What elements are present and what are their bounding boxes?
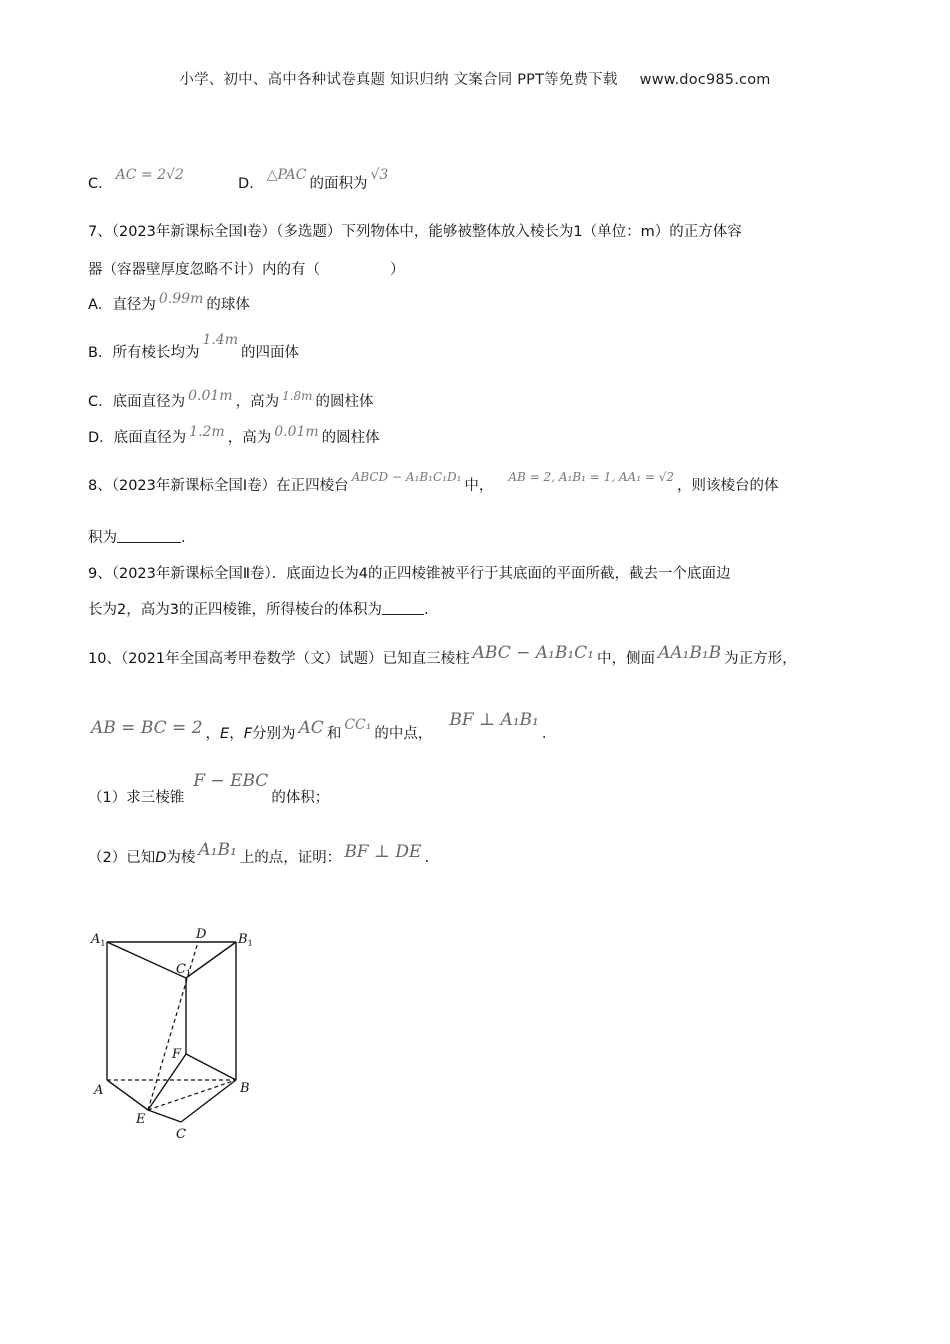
- q10-l2-text2: ，: [229, 726, 244, 742]
- prism-hidden-edges: [107, 942, 236, 1110]
- q7-line2-end: ）: [390, 262, 405, 278]
- q6-d-math2: √3: [370, 167, 389, 183]
- q9-answer-blank: [382, 600, 424, 615]
- header-text: 小学、初中、高中各种试卷真题 知识归纳 文案合同 PPT等免费下载: [179, 72, 618, 88]
- label-d: D: [196, 927, 207, 942]
- q7-c-text2: 的圆柱体: [315, 394, 374, 410]
- q6-d-math: △PAC: [266, 167, 307, 183]
- q10-p2-d: D: [155, 850, 167, 866]
- q8-math1: ABCD − A₁B₁C₁D₁: [351, 470, 462, 484]
- q10-l2-text5: 的中点，: [374, 726, 433, 742]
- q7-option-d: [88, 426, 380, 447]
- label-b: B: [240, 1081, 250, 1096]
- q10-p2-prefix: （2）已知: [88, 850, 156, 866]
- label-a1: $A_1$: [91, 932, 106, 948]
- prism-figure: [88, 926, 268, 1146]
- q7-option-b: [88, 332, 299, 362]
- q10-line2: [88, 710, 547, 743]
- q7-d-text1: ，高为: [227, 430, 272, 446]
- page-header: [0, 68, 950, 89]
- q10-suffix: 为正方形，: [724, 651, 797, 667]
- q7-c-math2: 1.8m: [282, 389, 313, 403]
- q10-l2-f: F: [243, 726, 253, 742]
- q7-option-a: [88, 293, 250, 314]
- q7-d-text2: 的圆柱体: [321, 430, 380, 446]
- q7-d-math1: 1.2m: [189, 424, 225, 440]
- q7-line2: [88, 258, 405, 279]
- q6-c-label: C．: [88, 176, 113, 192]
- q9-line2-suffix: .: [423, 602, 429, 618]
- q6-options: [88, 167, 391, 193]
- q6-c-math: AC = 2√2: [115, 167, 184, 183]
- q7-line1: 7、（2023年新课标全国Ⅰ卷）（多选题）下列物体中，能够被整体放入棱长为1（单位：m）的正方体容: [88, 224, 742, 240]
- q6-d-text: 的面积为: [309, 176, 368, 192]
- q10-l2-math3: CC₁: [344, 717, 372, 733]
- q7-b-math: 1.4m: [202, 332, 238, 348]
- q7-a-label: A．直径为: [88, 297, 156, 313]
- q10-p1-prefix: （1）求三棱锥: [88, 790, 185, 806]
- q10-p2-end: .: [424, 850, 430, 866]
- q7-a-math: 0.99m: [158, 291, 204, 307]
- q7-d-label: D．底面直径为: [88, 430, 187, 446]
- q10-l2-text4: 和: [326, 726, 342, 742]
- q8-line2: [88, 526, 186, 547]
- q10-mid: 中，侧面: [596, 651, 655, 667]
- q10-p2-math: A₁B₁: [198, 840, 237, 860]
- q8-suffix: ，则该棱台的体: [676, 478, 779, 494]
- q7-b-label: B．所有棱长均为: [88, 345, 200, 361]
- q10-l2-text3: 分别为: [252, 726, 296, 742]
- q8-prefix: 8、（2023年新课标全国Ⅰ卷）在正四棱台: [88, 478, 349, 494]
- q10-l2-text1: ，: [205, 726, 221, 742]
- q7-b-text: 的四面体: [241, 345, 299, 361]
- q6-d-label: D．: [238, 176, 264, 192]
- q10-p2-math2: BF ⊥ DE: [344, 842, 422, 862]
- q8-mid: 中，: [464, 478, 494, 494]
- q7-c-text1: ，高为: [235, 394, 280, 410]
- q9-line2-prefix: 长为2，高为3的正四棱锥，所得棱台的体积为: [88, 602, 382, 618]
- q7-line2-text: 器（容器壁厚度忽略不计）内的有（: [88, 262, 320, 278]
- label-a: A: [94, 1083, 104, 1098]
- q10-part2: [88, 840, 430, 867]
- q8-line2-suffix: .: [181, 530, 186, 546]
- prism-solid-edges: [107, 942, 236, 1122]
- label-e: E: [136, 1112, 146, 1127]
- q10-p1-suffix: 的体积；: [271, 790, 330, 806]
- label-c1: $C_1$: [176, 962, 192, 978]
- q10-line1: [88, 643, 797, 668]
- label-f: F: [172, 1047, 182, 1062]
- q10-l2-math2: AC: [298, 718, 324, 738]
- q10-l2-e: E: [220, 726, 230, 742]
- q10-p1-math: F − EBC: [193, 771, 269, 791]
- q10-p2-text1: 为棱: [166, 850, 196, 866]
- q7-c-math1: 0.01m: [188, 388, 233, 404]
- q10-p2-text2: 上的点，证明：: [239, 850, 342, 866]
- q8-line1: [88, 470, 779, 495]
- label-c: C: [176, 1127, 186, 1142]
- q10-prefix: 10、（2021年全国高考甲卷数学（文）试题）已知直三棱柱: [88, 651, 470, 667]
- q7-c-label: C．底面直径为: [88, 394, 186, 410]
- q9-line1: 9、（2023年新课标全国Ⅱ卷）．底面边长为4的正四棱锥被平行于其底面的平面所截，截去一个底面边: [88, 566, 731, 582]
- q9-line2: [88, 598, 429, 619]
- q8-math2: AB = 2, A₁B₁ = 1, AA₁ = √2: [508, 470, 674, 484]
- q7-d-math2: 0.01m: [274, 424, 319, 440]
- q10-part1: [88, 771, 330, 807]
- q10-math2: AA₁B₁B: [657, 643, 722, 663]
- q7-option-c: [88, 390, 374, 411]
- q10-math1: ABC − A₁B₁C₁: [472, 643, 594, 663]
- header-site: www.doc985.com: [639, 72, 771, 88]
- q10-l2-math1: AB = BC = 2: [91, 718, 203, 738]
- q10-l2-math4: BF ⊥ A₁B₁: [449, 710, 539, 730]
- q7-a-text: 的球体: [206, 297, 250, 313]
- q10-l2-end: .: [541, 726, 547, 742]
- q8-line2-prefix: 积为: [88, 530, 117, 546]
- q8-answer-blank: [117, 528, 181, 543]
- label-b1: $B_1$: [238, 932, 253, 948]
